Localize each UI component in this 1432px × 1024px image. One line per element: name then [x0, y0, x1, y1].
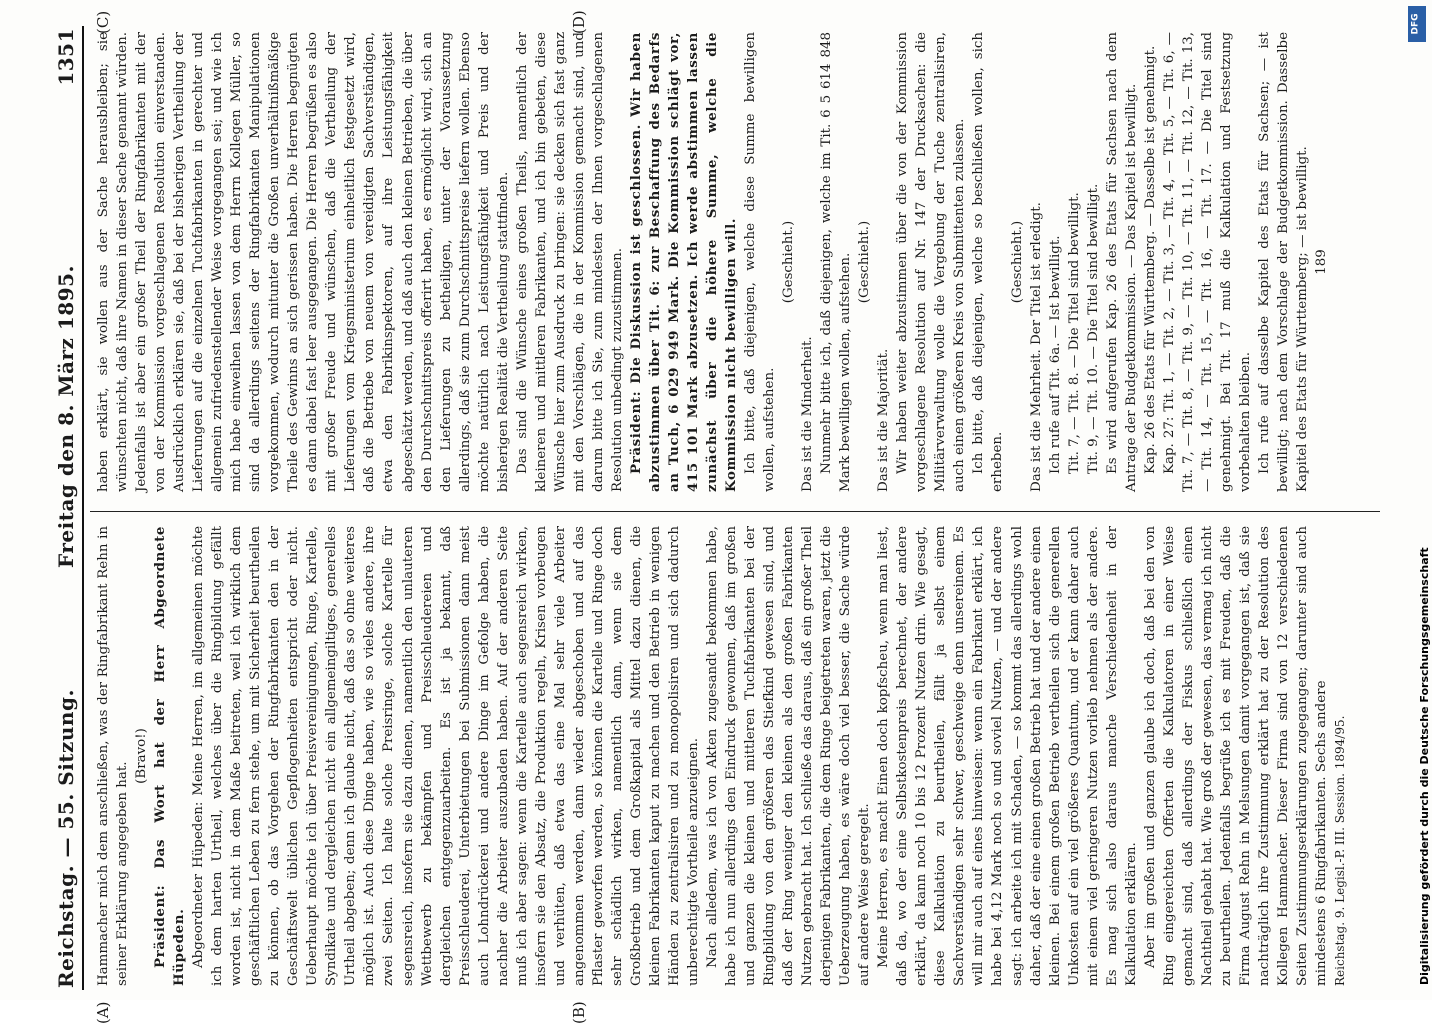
paragraph: Ich rufe auf dasselbe Kapitel des Etats für Sachsen; — ist bewilligt; nach dem Vorschlage der Budgetkommission. Dasselbe Kapitel des Etats für Württemberg; — ist bewilligt.	[1256, 32, 1310, 492]
paragraph: Tit. 7, — Tit. 8. — Die Titel sind bewilligt.	[1066, 192, 1082, 474]
interjection: (Bravo!)	[134, 728, 150, 784]
interjection: (Geschieht.)	[1009, 220, 1025, 304]
margin-marker-c: (C)	[94, 10, 112, 34]
left-column	[94, 526, 1350, 986]
interjection: (Geschieht.)	[781, 220, 797, 304]
speaker-line: Präsident: Die Diskussion ist geschlossen. Wir haben abzustimmen über Tit. 6: zur Beschaffung des Bedarfs an Tuch, 6 029 949 Mark. Die Kommission schlägt vor, 415 101 Mark abzusetzen. Ich werde abstimmen lassen zunächst über die höhere Summe, welche die Kommission nicht bewilligen will.	[627, 32, 740, 492]
page-header	[52, 28, 80, 988]
paragraph: Ich bitte, daß diejenigen, welche so beschließen wollen, sich erheben.	[971, 32, 1006, 492]
rotated-page-content	[50, 10, 1386, 1024]
paragraph: Es wird aufgerufen Kap. 26 des Etats für Sachsen nach dem Antrage der Budgetkommission. — Das Kapitel ist bewilligt.	[1104, 32, 1139, 492]
right-column	[94, 32, 1331, 492]
dfg-logo: DFG	[1408, 6, 1426, 42]
margin-marker-b: (B)	[570, 1001, 588, 1024]
paragraph: Nunmehr bitte ich, daß diejenigen, welche im Tit. 6 5 614 848 Mark bewilligen wollen, aufstehen.	[819, 32, 854, 492]
paragraph: Abgeordneter Hüpeden: Meine Herren, im allgemeinen möchte ich dem harten Urtheil, welches über die Ringbildung gefällt worden ist, nicht in dem Maße beitreten, weil ich wirklich dem geschäftlichen Leben zu fern stehe, um mit Sicherheit beurtheilen zu können, ob das Vorgehen der Ringfabrikanten den in der Geschäftswelt üblichen Gepflogenheiten entspricht oder nicht. Ueberhaupt möchte ich über Preisvereinigungen, Ringe, Kartelle, Syndikate und dergleichen nicht ein allgemeingiltiges, generelles Urtheil abgeben; denn ich glaube nicht, daß das so ohne weiteres möglich ist. Auch diese Dinge haben, wie so vieles andere, ihre zwei Seiten. Ich halte solche Preisringe, solche Kartelle für segensreich, insofern sie dazu dienen, namentlich den unlauteren Wettbewerb zu bekämpfen und Preisschleudereien und dergleichen entgegenzuarbeiten. Es ist ja bekannt, daß Preisschleuderei, Unterbietungen bei Submissionen dann meist auch Lohndrückerei und andere Dinge im Gefolge haben, die nachher die Arbeiter auszubaden haben. Auf der anderen Seite muß ich aber sagen: wenn die Kartelle auch segensreich wirken, insofern sie den Absatz, die Produktion regeln, Krisen vorbeugen und verhüten, daß etwa das eine Mal sehr viele Arbeiter angenommen werden, dann wieder abgeschoben und auf das Pflaster geworfen werden, so können die Kartelle und Ringe doch sehr schädlich wirken, namentlich dann, wenn sie dem Großbetrieb und dem Großkapital als Mittel dazu dienen, die kleinen Fabrikanten kaput zu machen und den Betrieb in wenigen Händen zu zentralisiren und zu monopolisiren und sich dadurch unberechtigte Vortheile anzueignen.	[191, 526, 701, 986]
column-divider	[90, 511, 1380, 512]
header-date: Freitag den 8. März 1895.	[54, 265, 78, 568]
paragraph: Ich bitte, daß diejenigen, welche diese Summe bewilligen wollen, aufstehen.	[743, 32, 778, 492]
digitization-credit: Digitalisierung gefördert durch die Deutsche Forschungsgemeinschaft	[1418, 547, 1431, 985]
paragraph: Meine Herren, es macht Einen doch kopfscheu, wenn man liest, daß da, wo der eine Selbstkostenpreis berechnet, der andere erklärt, da kann noch 10 bis 12 Prozent Nutzen drin. Wie gesagt, diese Kalkulation zu beurtheilen, fällt ja selbst einem Sachverständigen sehr schwer, geschweige denn unsereinem. Es will mir auch auf eines hinweisen: wenn ein Fabrikant erklärt, ich habe bei 4,12 Mark noch so und soviel Nutzen, — und der andere sagt: ich arbeite ich mit Schaden, — so kommt das allerdings wohl daher, daß der eine einen großen Betrieb hat und der andere einen kleinen. Bei einem großen Betrieb vertheilen sich die generellen Unkosten auf ein viel größeres Quantum, und er kann daher auch mit einem viel geringeren Nutzen vorlieb nehmen als der andere. Es mag sich also daraus manche Verschiedenheit in der Kalkulation erklären.	[876, 526, 1139, 986]
interjection: (Geschieht.)	[857, 220, 873, 304]
paragraph: haben erklärt, sie wollen aus der Sache herausbleiben; sie wünschten nicht, daß ihre Namen in dieser Sache genannt würden. Jedenfalls ist aber ein großer Theil der Ringfabrikanten mit der von der Kommission vorgeschlagenen Resolution einverstanden. Ausdrücklich erklären sie, daß bei der bisherigen Vertheilung der Lieferungen auf die einzelnen Tuchfabrikanten in gerechter und allgemein zufriedenstellender Weise vorgegangen sei; und wie ich mich habe einweihen lassen von dem Herrn Kollegen Müller, so sind da allerdings seitens der Ringfabrikanten Manipulationen vorgekommen, wodurch mitunter die Großen unverhältnißmäßige Theile des Gewinns an sich gerissen haben. Die Herren begnügten es dann dabei fast leer ausgegangen. Die Herren begrüßen es also mit großer Freude und wünschen, daß die Vertheilung der Lieferungen vom Kriegsministerium einheitlich festgesetzt wird, daß die Betriebe von neuem von vereidigten Sachverständigen, etwa den Fabrikinspektoren, auf ihre Leistungsfähigkeit abgeschätzt werden, und daß auch den kleinen Betrieben, die über den Durchschnittspreis offerirt haben, es ermöglicht wird, sich an den Lieferungen zu betheiligen, unter der Voraussetzung allerdings, daß sie zum Durchschnittspreise liefern wollen. Ebenso möchte natürlich nach Leistungsfähigkeit und Preis und der bisherigen Realität die Vertheilung stattfinden.	[96, 32, 511, 492]
speaker-line: Präsident: Das Wort hat der Herr Abgeordnete Hüpeden.	[152, 526, 188, 986]
paragraph: Hammacher mich dem anschließen, was der Ringfabrikant Rehn in seiner Erklärung angegeben hat.	[96, 526, 131, 986]
header-rule	[82, 26, 84, 990]
paragraph: Das ist die Minderheit.	[800, 336, 816, 492]
paragraph: Das ist die Majorität.	[876, 348, 892, 492]
paragraph: Das ist die Mehrheit. Der Titel ist erledigt.	[1028, 202, 1044, 492]
margin-marker-a: (A)	[94, 1001, 112, 1024]
paragraph: Das sind die Wünsche eines großen Theils, namentlich der kleineren und mittleren Fabrikanten, und ich bin gebeten, diese Wünsche hier zum Ausdruck zu bringen: sie decken sich fast ganz mit den Vorschlägen, die in der Kommission gemacht sind, und darum bitte ich Sie, zum mindesten der Ihnen vorgeschlagenen Resolution unbedingt zuzustimmen.	[514, 32, 625, 492]
paragraph: Kap. 26 des Etats für Württemberg. — Dasselbe ist genehmigt.	[1142, 45, 1158, 474]
signature-number: 189	[1314, 249, 1329, 275]
footer-legislature: Reichstag. 9. Legisl.-P. III. Session. 1894/95.	[1333, 715, 1348, 986]
paragraph: Nach alledem, was ich von Akten zugesandt bekommen habe, habe ich nun allerdings den Eindruck gewonnen, daß im großen und ganzen die kleinen und mittleren Tuchfabrikanten bei der Ringbildung von den größeren das Stiefkind gewesen sind, und daß der Ring weniger den kleinen als den großen Fabrikanten Nutzen gebracht hat. Ich schließe das daraus, daß ein großer Theil derjenigen Fabrikanten, die dem Ringe beigetreten waren, jetzt die Ueberzeugung haben, es wäre doch viel besser, die Sache würde auf andere Weise geregelt.	[705, 526, 873, 986]
header-page-number: 1351	[54, 28, 78, 86]
paragraph: Aber im großen und ganzen glaube ich doch, daß bei den von Ring eingereichten Offerten die Kalkulatoren in einer Weise gemacht sind, daß allerdings der Fiskus schließlich einen Nachtheil gehabt hat. Wie groß der gewesen, das vermag ich nicht zu beurtheilen. Jedenfalls begrüße ich es mit Freuden, daß die Firma August Rehn in Melsungen damit vorgegangen ist, daß sie nachträglich ihre Zustimmung erklärt hat zu der Resolution des Kollegen Hammacher. Dieser Firma sind von 12 verschiedenen Seiten Zustimmungserklärungen zugegangen; darunter sind auch mindestens 6 Ringfabrikanten. Sechs andere	[1142, 526, 1329, 986]
header-session: Reichstag. — 55. Sitzung.	[54, 689, 78, 988]
paragraph: Kap. 27: Tit. 1, — Tit. 2, — Tit. 3, — Tit. 4, — Tit. 5, — Tit. 6, — Tit. 7, — Tit. 8, — Tit. 9, — Tit. 10, — Tit. 11, — Tit. 12, — Tit. 13, — Tit. 14, — Tit. 15, — Tit. 16, — Tit. 17. — Die Titel sind genehmigt. Bei Tit. 17 muß die Kalkulation und Festsetzung vorbehalten bleiben.	[1161, 32, 1253, 492]
paragraph: Tit. 9, — Tit. 10. — Die Titel sind bewilligt.	[1085, 183, 1101, 474]
paragraph: Wir haben weiter abzustimmen über die von der Kommission vorgeschlagene Resolution auf Nr. 147 der Drucksachen: die Militärverwaltung wolle die Vergebung der Tuche zentralisiren, auch einen größeren Kreis von Submittenten zulassen.	[895, 32, 968, 492]
margin-marker-d: (D)	[570, 10, 588, 34]
paragraph: Ich rufe auf Tit. 6a. — Ist bewilligt.	[1047, 235, 1063, 474]
